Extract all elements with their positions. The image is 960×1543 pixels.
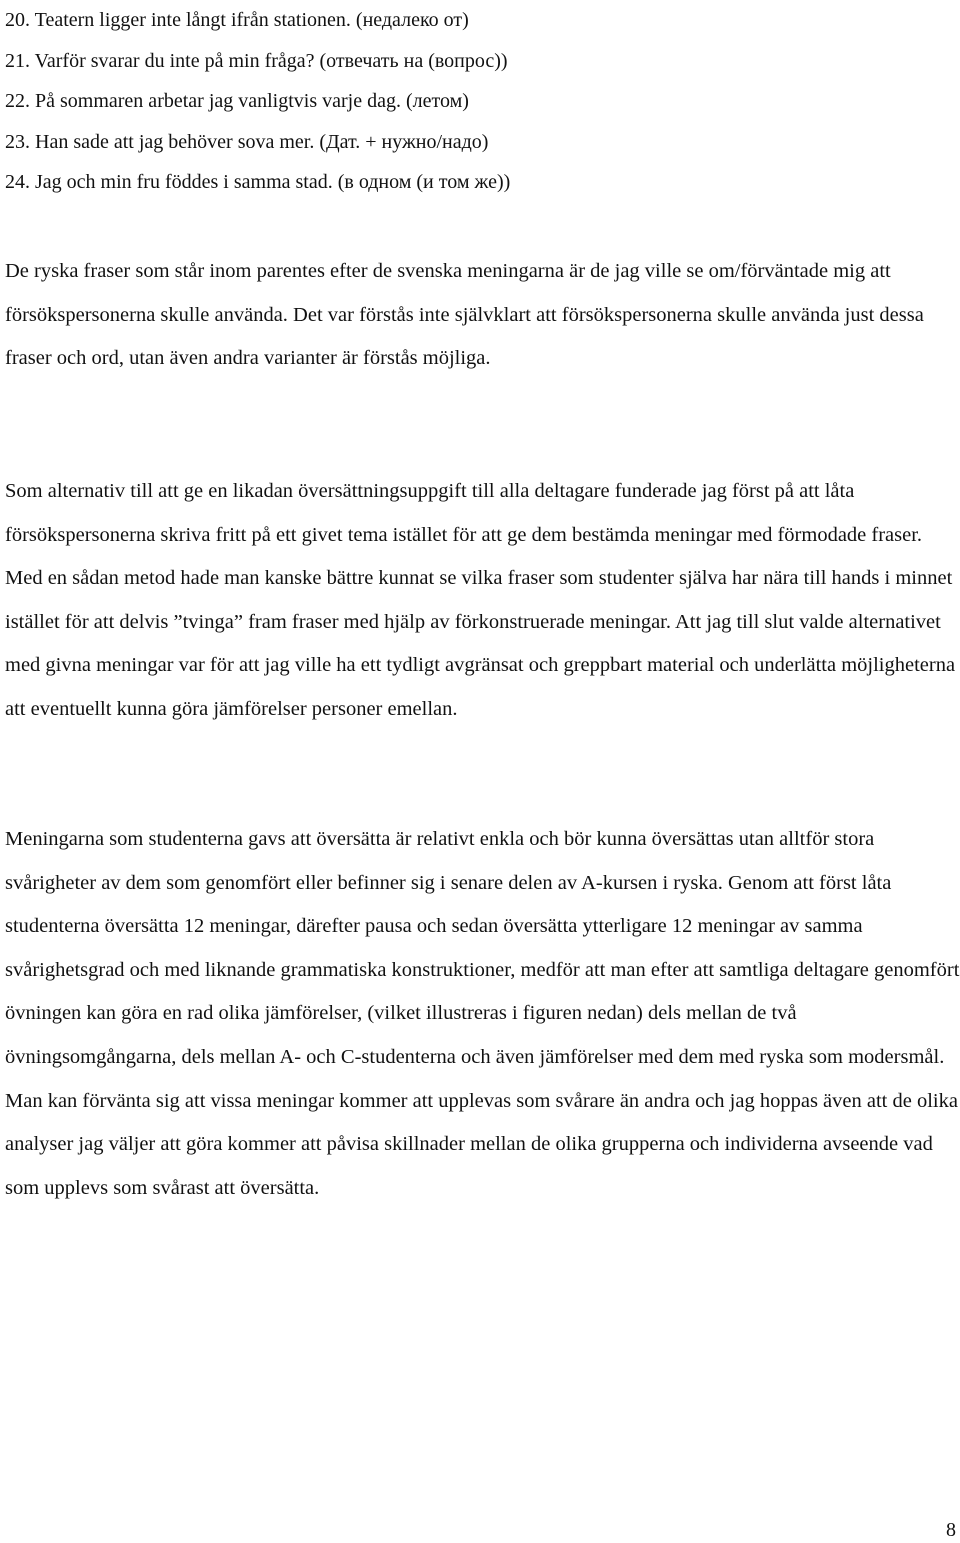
swedish-sentence: Varför svarar du inte på min fråga? xyxy=(34,49,315,72)
item-number: 20. xyxy=(5,9,30,31)
swedish-sentence: Jag och min fru föddes i samma stad. xyxy=(35,171,333,193)
russian-hint: (Дат. + нужно/надо) xyxy=(319,130,489,153)
paragraph-russian-phrases: De ryska fraser som står inom parentes efter de svenska meningarna är de jag ville se om/förväntade mig att försökspersonerna skulle använda. Det var förstås inte självklart att försökspersonerna skulle använda just dessa fraser och ord, utan även andra varianter är förstås möjliga. xyxy=(5,260,924,370)
item-number: 22. xyxy=(5,90,30,112)
paragraph-alternative-method: Som alternativ till att ge en likadan översättningsuppgift till alla deltagare funderade jag först på att låta försökspersonerna skriva fritt på ett givet tema istället för att ge dem bestämda meningar med förmodade fraser. Med en sådan metod hade man kanske bättre kunnat se vilka fraser som studenter själva har nära till hands i minnet istället för att delvis ”tvinga” fram fraser med hjälp av förkonstruerade meningar. Att jag till slut valde alternativet med givna meningar var för att jag ville ha ett tydligt avgränsat och greppbart material och underlätta möjligheterna att eventuellt kunna göra jämförelser personer emellan. xyxy=(5,480,956,720)
translation-sentence-list xyxy=(5,0,955,203)
item-number: 24. xyxy=(5,171,30,193)
russian-hint: (в одном (и том же)) xyxy=(337,171,511,193)
russian-hint: (отвечать на (вопрос)) xyxy=(319,49,508,72)
swedish-sentence: På sommaren arbetar jag vanligtvis varje dag. xyxy=(35,90,401,112)
list-item xyxy=(5,122,955,163)
swedish-sentence: Han sade att jag behöver sova mer. xyxy=(35,130,315,153)
page-number: 8 xyxy=(946,1519,956,1541)
item-number: 23. xyxy=(5,130,30,153)
list-item xyxy=(5,0,955,41)
list-item xyxy=(5,162,955,203)
paragraph-sentence-comparison: Meningarna som studenterna gavs att översätta är relativt enkla och bör kunna översättas utan alltför stora svårigheter av dem som genomfört eller befinner sig i senare delen av A-kursen i ryska. Genom att först låta studenterna översätta 12 meningar, därefter pausa och sedan översätta ytterligare 12 meningar av samma svårighetsgrad och med liknande grammatiska konstruktioner, medför att man efter att samtliga deltagare genomfört övningen kan göra en rad olika jämförelser, (vilket illustreras i figuren nedan) dels mellan de två övningsomgångarna, dels mellan A- och C-studenterna och även jämförelser med dem med ryska som modersmål. Man kan förvänta sig att vissa meningar kommer att upplevas som svårare än andra och jag hoppas även att de olika analyser jag väljer att göra kommer att påvisa skillnader mellan de olika grupperna och individerna avseende vad som upplevs som svårast att översätta. xyxy=(5,828,960,1199)
list-item xyxy=(5,41,955,82)
russian-hint: (недалеко от) xyxy=(355,9,469,31)
item-number: 21. xyxy=(5,49,30,72)
russian-hint: (летом) xyxy=(406,90,469,112)
list-item xyxy=(5,81,955,122)
swedish-sentence: Teatern ligger inte långt ifrån stationen. xyxy=(34,9,351,31)
